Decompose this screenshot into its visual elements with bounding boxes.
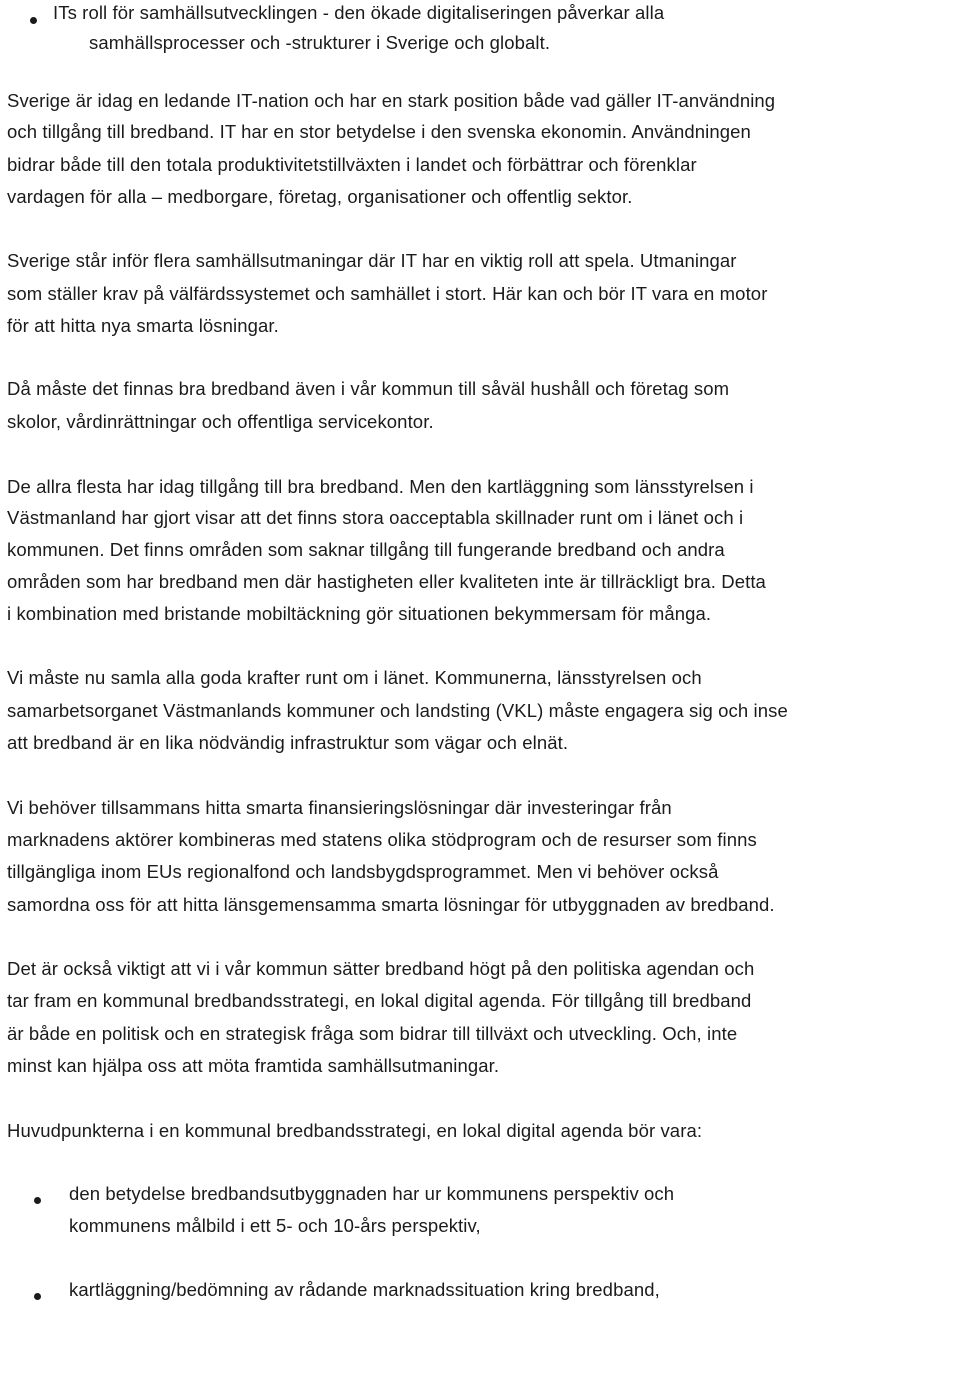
paragraph-line: att bredband är en lika nödvändig infrastruktur som vägar och elnät. [7,732,569,753]
paragraph-line: minst kan hjälpa oss att möta framtida samhällsutmaningar. [7,1055,500,1076]
paragraph-line: tar fram en kommunal bredbandsstrategi, en lokal digital agenda. För tillgång till bredband [7,990,752,1011]
paragraph-line: bidrar både till den totala produktivitetstillväxten i landet och förbättrar och förenklar [7,154,697,175]
paragraph-line: skolor, vårdinrättningar och offentliga servicekontor. [7,411,434,432]
paragraph-line: och tillgång till bredband. IT har en stor betydelse i den svenska ekonomin. Användningen [7,121,751,142]
paragraph-line: samarbetsorganet Västmanlands kommuner och landsting (VKL) måste engagera sig och inse [7,700,788,721]
paragraph-line: Vi måste nu samla alla goda krafter runt om i länet. Kommunerna, länsstyrelsen och [7,667,702,688]
paragraph-line: tillgängliga inom EUs regionalfond och landsbygdsprogrammet. Men vi behöver också [7,861,719,882]
paragraph-line: som ställer krav på välfärdssystemet och samhället i stort. Här kan och bör IT vara en motor [7,283,768,304]
bullet-line: kommunens målbild i ett 5- och 10-års perspektiv, [69,1215,481,1236]
paragraph-line: Sverige står inför flera samhällsutmaningar där IT har en viktig roll att spela. Utmaningar [7,250,737,271]
paragraph-line: Det är också viktigt att vi i vår kommun sätter bredband högt på den politiska agendan och [7,958,755,979]
bullet-line: kartläggning/bedömning av rådande marknadssituation kring bredband, [69,1279,660,1300]
bullet-dot [34,1197,41,1204]
paragraph-line: Huvudpunkterna i en kommunal bredbandsstrategi, en lokal digital agenda bör vara: [7,1120,703,1141]
bullet-line: den betydelse bredbandsutbyggnaden har ur kommunens perspektiv och [69,1183,675,1204]
paragraph-line: för att hitta nya smarta lösningar. [7,315,279,336]
paragraph-line: vardagen för alla – medborgare, företag, organisationer och offentlig sektor. [7,186,633,207]
paragraph-line: Vi behöver tillsammans hitta smarta finansieringslösningar där investeringar från [7,797,672,818]
paragraph-line: kommunen. Det finns områden som saknar tillgång till fungerande bredband och andra [7,539,725,560]
paragraph-line: marknadens aktörer kombineras med statens olika stödprogram och de resurser som finns [7,829,757,850]
paragraph-line: Västmanland har gjort visar att det finns stora oacceptabla skillnader runt om i länet och i [7,507,744,528]
bullet-dot [34,1293,41,1300]
bullet-top-line: samhällsprocesser och -strukturer i Sverige och globalt. [89,32,551,53]
paragraph-line: Sverige är idag en ledande IT-nation och har en stark position både vad gäller IT-användning [7,90,776,111]
paragraph-line: områden som har bredband men där hastigheten eller kvaliteten inte är tillräckligt bra. Detta [7,571,766,592]
paragraph-line: samordna oss för att hitta länsgemensamma smarta lösningar för utbyggnaden av bredband. [7,894,775,915]
paragraph-line: Då måste det finnas bra bredband även i vår kommun till såväl hushåll och företag som [7,378,730,399]
paragraph-line: är både en politisk och en strategisk fråga som bidrar till tillväxt och utveckling. Och, inte [7,1023,738,1044]
bullet-dot [30,17,37,24]
paragraph-line: i kombination med bristande mobiltäckning gör situationen bekymmersam för många. [7,603,712,624]
bullet-top-line: ITs roll för samhällsutvecklingen - den ökade digitaliseringen påverkar alla [53,2,665,23]
paragraph-line: De allra flesta har idag tillgång till bra bredband. Men den kartläggning som länsstyrelsen i [7,476,754,497]
